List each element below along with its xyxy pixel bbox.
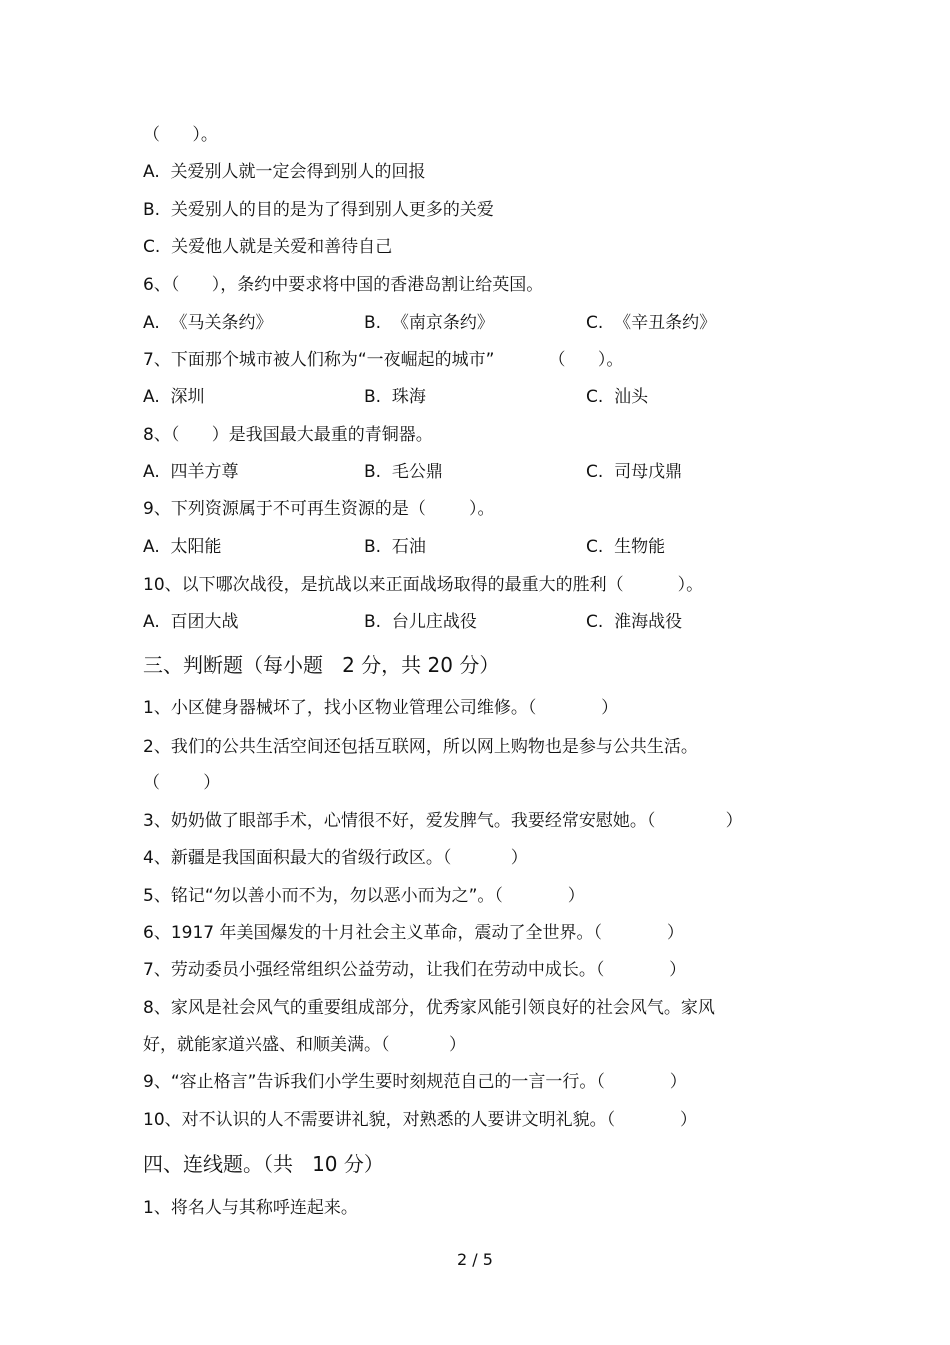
q10-stem: 10、以下哪次战役，是抗战以来正面战场取得的最重大的胜利（ ）。 <box>143 575 704 595</box>
q5-option-a: A. 关爱别人就一定会得到别人的回报 <box>143 162 426 182</box>
tf-item-8: 8、家风是社会风气的重要组成部分，优秀家风能引领良好的社会风气。家风 <box>143 998 715 1018</box>
q9-stem: 9、下列资源属于不可再生资源的是（ ）。 <box>143 499 495 519</box>
q9-option-a: A. 太阳能 <box>143 537 222 557</box>
q8-option-a: A. 四羊方尊 <box>143 462 239 482</box>
q5-option-b: B. 关爱别人的目的是为了得到别人更多的关爱 <box>143 200 494 220</box>
q10-option-b: B. 台儿庄战役 <box>364 612 477 632</box>
q5-option-c: C. 关爱他人就是关爱和善待自己 <box>143 237 393 257</box>
tf-item-5: 5、铭记“勿以善小而不为，勿以恶小而为之”。（ ） <box>143 886 585 906</box>
tf-item-2-blank: （ ） <box>143 773 221 793</box>
q8-stem: 8、（ ）是我国最大最重的青铜器。 <box>143 425 433 445</box>
section-4-heading: 四、连线题。（共 10 分） <box>143 1152 384 1176</box>
tf-item-7: 7、劳动委员小强经常组织公益劳动，让我们在劳动中成长。（ ） <box>143 960 687 980</box>
q6-option-b: B. 《南京条约》 <box>364 313 494 333</box>
q7-option-c: C. 汕头 <box>586 387 649 407</box>
tf-item-2: 2、我们的公共生活空间还包括互联网，所以网上购物也是参与公共生活。 <box>143 737 698 757</box>
q6-stem: 6、（ ），条约中要求将中国的香港岛割让给英国。 <box>143 275 544 295</box>
tf-item-8-cont: 好，就能家道兴盛、和顺美满。（ ） <box>143 1035 466 1055</box>
tf-item-9: 9、“容止格言”告诉我们小学生要时刻规范自己的一言一行。（ ） <box>143 1072 687 1092</box>
q6-option-c: C. 《辛丑条约》 <box>586 313 717 333</box>
tf-item-3: 3、奶奶做了眼部手术，心情很不好，爱发脾气。我要经常安慰她。（ ） <box>143 811 743 831</box>
q7-stem: 7、下面那个城市被人们称为“一夜崛起的城市” （ ）。 <box>143 350 624 370</box>
q9-option-b: B. 石油 <box>364 537 426 557</box>
q10-option-a: A. 百团大战 <box>143 612 239 632</box>
tf-item-10: 10、对不认识的人不需要讲礼貌，对熟悉的人要讲文明礼貌。（ ） <box>143 1110 697 1130</box>
q9-option-c: C. 生物能 <box>586 537 666 557</box>
q8-option-b: B. 毛公鼎 <box>364 462 443 482</box>
q7-option-a: A. 深圳 <box>143 387 205 407</box>
q6-option-a: A. 《马关条约》 <box>143 313 273 333</box>
q10-option-c: C. 淮海战役 <box>586 612 683 632</box>
q5-blank: （ ）。 <box>143 125 218 145</box>
matching-q1: 1、将名人与其称呼连起来。 <box>143 1198 358 1218</box>
tf-item-4: 4、新疆是我国面积最大的省级行政区。（ ） <box>143 848 528 868</box>
tf-item-6: 6、1917 年美国爆发的十月社会主义革命，震动了全世界。（ ） <box>143 923 684 943</box>
tf-item-1: 1、小区健身器械坏了，找小区物业管理公司维修。（ ） <box>143 698 619 718</box>
page-number: 2 / 5 <box>457 1250 493 1269</box>
q8-option-c: C. 司母戊鼎 <box>586 462 683 482</box>
q7-option-b: B. 珠海 <box>364 387 426 407</box>
section-3-heading: 三、判断题（每小题 2 分，共 20 分） <box>143 653 500 677</box>
